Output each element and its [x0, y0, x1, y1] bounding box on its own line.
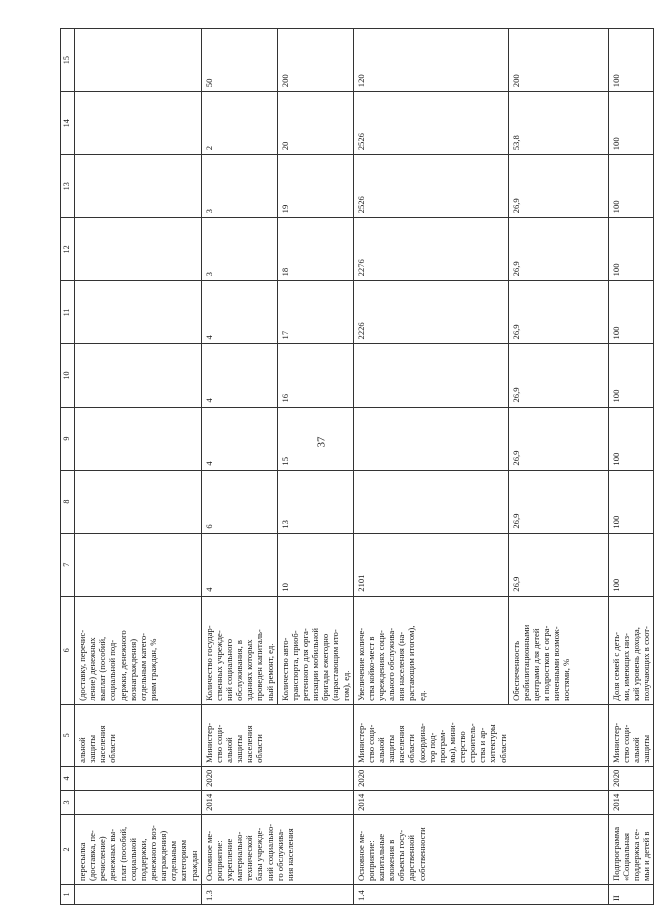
value-cell: 2526 — [353, 92, 508, 155]
table-row — [75, 29, 202, 905]
value-cell: 3 — [201, 155, 277, 218]
value-cell: 100 — [608, 281, 654, 344]
value-cell: 15 — [277, 407, 353, 470]
end-year — [75, 766, 202, 790]
value-cell: 100 — [608, 533, 654, 596]
indicator-table — [60, 28, 654, 905]
value-cell: 13 — [277, 470, 353, 533]
value-cell: 2 — [201, 92, 277, 155]
header-row — [61, 29, 75, 905]
value-cell — [353, 407, 508, 470]
value-cell: 17 — [277, 281, 353, 344]
value-cell: 26,9 — [508, 218, 608, 281]
row-number — [75, 884, 202, 904]
value-cell: 100 — [608, 407, 654, 470]
value-cell — [75, 29, 202, 92]
indicator-name: Количество государ- ственных учрежде- ний социального обслуживания, в зданиях которых проведен капиталь- ный ремонт, ед. — [201, 596, 277, 704]
value-cell — [75, 92, 202, 155]
page-number: 37 — [315, 436, 328, 448]
value-cell: 4 — [201, 407, 277, 470]
end-year: 2020 — [201, 766, 353, 790]
end-year: 2020 — [608, 766, 654, 790]
indicator-name: Обеспеченность реабилитационными центрами для детей и подростков с огра- ниченными возмож- ностями, % — [508, 596, 608, 704]
indicator-name: Доля семей с деть- ми, имеющих низ- кий уровень дохода, получающих в соот- — [608, 596, 654, 704]
header-cell: 12 — [61, 218, 75, 281]
value-cell: 100 — [608, 470, 654, 533]
value-cell: 53,8 — [508, 92, 608, 155]
value-cell: 26,9 — [508, 155, 608, 218]
value-cell: 200 — [508, 29, 608, 92]
rotated-table-frame — [60, 28, 652, 905]
header-cell: 15 — [61, 29, 75, 92]
value-cell: 6 — [201, 470, 277, 533]
indicator-name: Увеличение количе- ства койко-мест в учреждениях соци- ального обслужива- ния населения (на- растающим итогом), ед. — [353, 596, 508, 704]
value-cell — [75, 470, 202, 533]
value-cell — [75, 344, 202, 407]
start-year: 2014 — [608, 790, 654, 814]
row-number: II — [608, 884, 654, 904]
value-cell: 100 — [608, 29, 654, 92]
program-name: Основное ме- роприятие: укрепление материально- технической базы учрежде- ний социально- го обслужива- ния населения — [201, 814, 353, 884]
table-row — [201, 29, 277, 905]
executor: альной защиты населения области — [75, 704, 202, 766]
value-cell: 26,9 — [508, 533, 608, 596]
header-cell: 10 — [61, 344, 75, 407]
indicator-name: Количество авто- транспорта, приоб- ретенного для орга- низации мобильной бригады ежегодно (нарастающим ито- гом), ед. — [277, 596, 353, 704]
start-year: 2014 — [353, 790, 608, 814]
header-cell: 4 — [61, 766, 75, 790]
value-cell: 50 — [201, 29, 277, 92]
value-cell: 100 — [608, 218, 654, 281]
header-cell: 6 — [61, 596, 75, 704]
table-row — [353, 29, 508, 905]
value-cell: 26,9 — [508, 281, 608, 344]
row-number: 1.4 — [353, 884, 608, 904]
value-cell: 4 — [201, 533, 277, 596]
value-cell: 26,9 — [508, 407, 608, 470]
header-cell: 13 — [61, 155, 75, 218]
program-name: Подпрограмма «Социальная поддержка се- мьи и детей в — [608, 814, 654, 884]
value-cell: 2226 — [353, 281, 508, 344]
header-cell: 5 — [61, 704, 75, 766]
value-cell: 120 — [353, 29, 508, 92]
header-cell: 7 — [61, 533, 75, 596]
value-cell: 26,9 — [508, 344, 608, 407]
executor: Министер- ство соци- альной защиты населения области — [201, 704, 353, 766]
value-cell: 20 — [277, 92, 353, 155]
value-cell: 3 — [201, 218, 277, 281]
header-cell: 14 — [61, 92, 75, 155]
header-cell: 1 — [61, 884, 75, 904]
value-cell — [75, 218, 202, 281]
row-number: 1.3 — [201, 884, 353, 904]
value-cell: 26,9 — [508, 470, 608, 533]
value-cell: 19 — [277, 155, 353, 218]
value-cell — [75, 407, 202, 470]
start-year — [75, 790, 202, 814]
value-cell — [353, 344, 508, 407]
value-cell — [75, 281, 202, 344]
value-cell: 16 — [277, 344, 353, 407]
header-cell: 8 — [61, 470, 75, 533]
value-cell: 4 — [201, 281, 277, 344]
value-cell: 2526 — [353, 155, 508, 218]
header-cell: 3 — [61, 790, 75, 814]
value-cell: 100 — [608, 344, 654, 407]
start-year: 2014 — [201, 790, 353, 814]
executor: Министер- ство соци- альной защиты населения области (координа- тор под- програм- мы), мини- стерство строитель- ства и ар- хитектуры области — [353, 704, 608, 766]
value-cell: 100 — [608, 155, 654, 218]
program-name: пересылка (доставка, пе- речисление) денежных вы- плат (пособий, социальной поддержки, денежного воз- награждения) отдельным категориям граждан — [75, 814, 202, 884]
value-cell: 100 — [608, 92, 654, 155]
value-cell: 18 — [277, 218, 353, 281]
value-cell: 200 — [277, 29, 353, 92]
value-cell: 10 — [277, 533, 353, 596]
program-name: Основное ме- роприятие: капитальные вложения в объекты госу- дарственной собственности — [353, 814, 608, 884]
table-stage — [60, 28, 652, 905]
header-cell: 11 — [61, 281, 75, 344]
value-cell: 2276 — [353, 218, 508, 281]
value-cell — [75, 155, 202, 218]
value-cell — [75, 533, 202, 596]
table-row — [608, 29, 654, 905]
executor: Министер- ство соци- альной защиты — [608, 704, 654, 766]
value-cell: 4 — [201, 344, 277, 407]
end-year: 2020 — [353, 766, 608, 790]
indicator-name: (доставку, перечис- ление) денежных выплат (пособий, социальной под- держки, денежного вознаграждения) отдельным катего- риям граждан, % — [75, 596, 202, 704]
header-cell: 9 — [61, 407, 75, 470]
value-cell: 2101 — [353, 533, 508, 596]
value-cell — [353, 470, 508, 533]
header-cell: 2 — [61, 814, 75, 884]
